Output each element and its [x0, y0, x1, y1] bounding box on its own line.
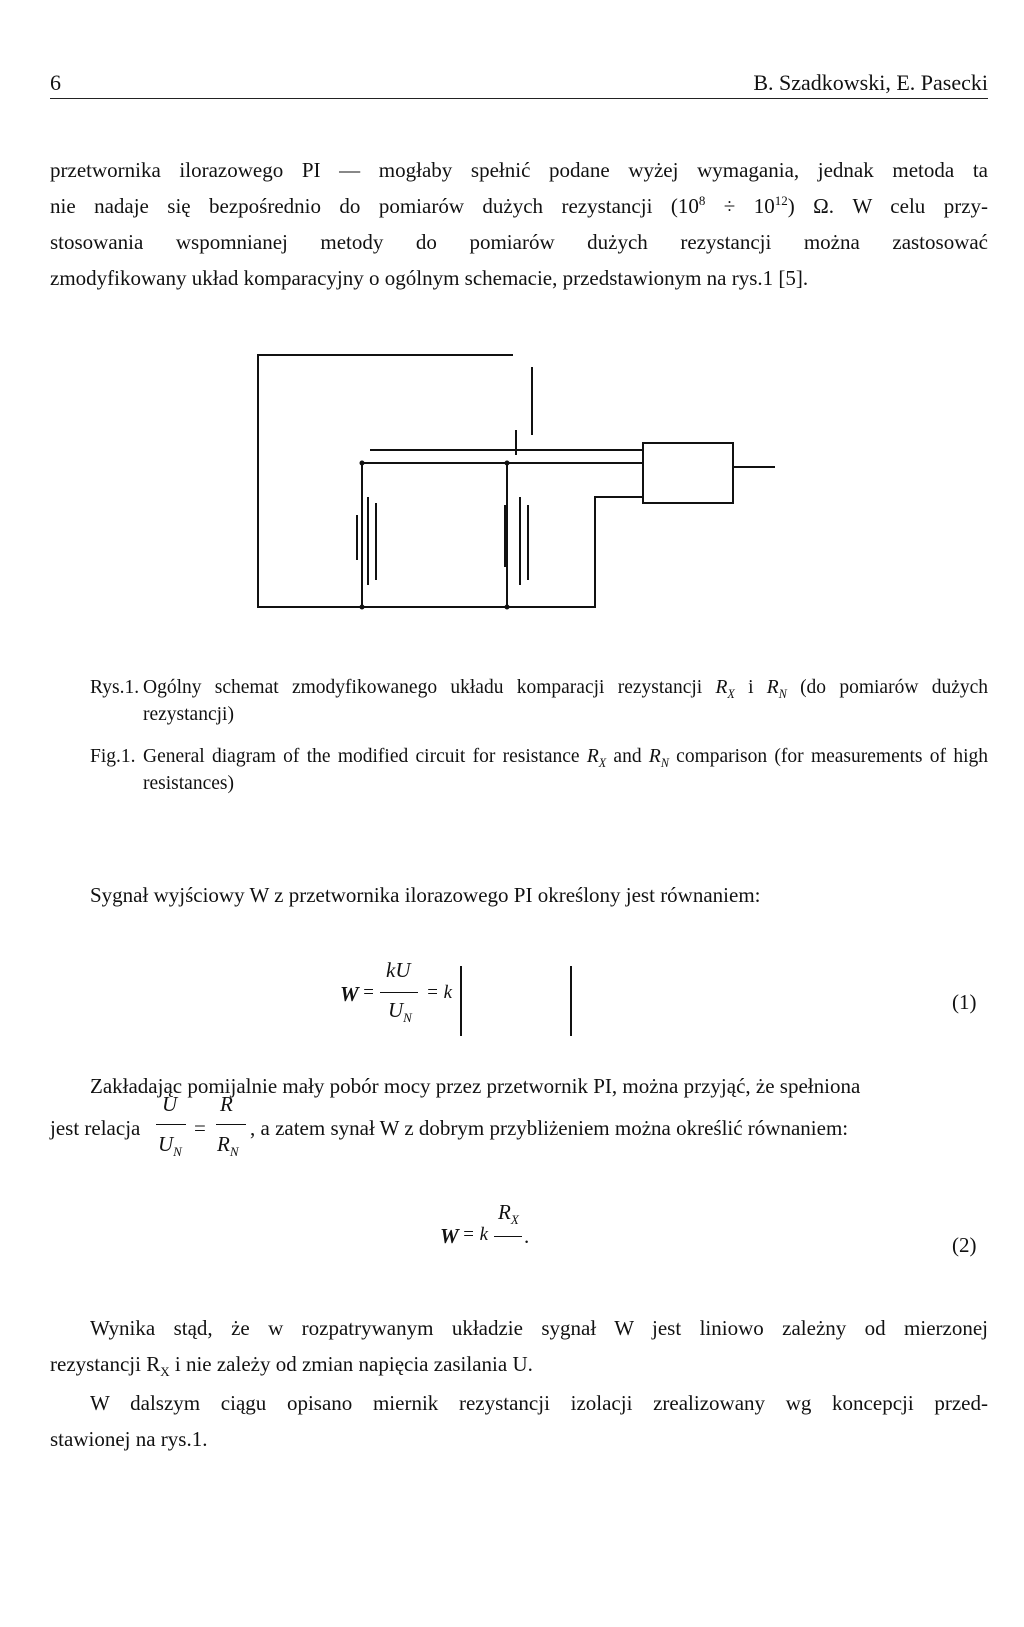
running-header-authors: B. Szadkowski, E. Pasecki — [753, 70, 988, 95]
paragraph-conclusion — [50, 1310, 988, 1382]
paragraph-assumption-line-1: Zakładając pomijalnie mały pobór mocy przez przetwornik PI, można przyjąć, że spełniona — [90, 1074, 861, 1098]
equation-2-number: (2) — [952, 1233, 977, 1257]
caption-pl-label: Rys.1. — [90, 677, 140, 698]
intro-paragraph — [50, 152, 988, 296]
further-line-1: W dalszym ciągu opisano miernik rezystancji izolacji zrealizowany wg koncepcji przed- — [90, 1391, 988, 1415]
intro-line-2: nie nadaje się bezpośrednio do pomiarów dużych rezystancji $(10^8 \div 10^{12})$ Ω. W celu przy- — [50, 193, 989, 218]
intro-line-1: przetwornika ilorazowego PI — mogłaby spełnić podane wyżej wymagania, jednak metoda ta — [50, 158, 988, 182]
caption-en-text: General diagram of the modified circuit for resistance $R_X$ and $R_N$ comparison (for measurements of high resistances) — [143, 746, 988, 794]
circuit-wire-middle — [362, 463, 643, 607]
further-line-2: stawionej na rys.1. — [50, 1427, 208, 1451]
circuit-block-pi — [643, 443, 733, 503]
paragraph-output-signal: Sygnał wyjściowy W z przetwornika ilorazowego PI określony jest równaniem: — [90, 883, 761, 907]
intro-line-4: zmodyfikowany układ komparacyjny o ogólnym schemacie, przedstawionym na rys.1 [5]. — [50, 266, 809, 290]
figure-1-circuit-diagram — [250, 345, 810, 635]
circuit-wire-outer — [258, 355, 643, 607]
equation-1: W = kU $U_N$ = k — [340, 958, 600, 1048]
conclusion-line-1: Wynika stąd, że w rozpatrywanym układzie sygnał W jest liniowo zależny od mierzonej — [90, 1316, 988, 1340]
caption-pl-text: Ogólny schemat zmodyfikowanego układu komparacji rezystancji $R_X$ i $R_N$ (do pomiarów dużych rezystancji) — [143, 677, 989, 725]
paren-right — [570, 966, 572, 1036]
caption-en-label: Fig.1. — [90, 746, 136, 767]
equation-1-number: (1) — [952, 990, 977, 1014]
page-number: 6 — [50, 70, 61, 95]
header-rule — [50, 98, 988, 99]
conclusion-line-2: rezystancji $R_X$ i nie zależy od zmian napięcia zasilania U. — [50, 1352, 533, 1380]
intro-line-3: stosowania wspomnianej metody do pomiarów dużych rezystancji można zastosować — [50, 230, 988, 254]
paragraph-assumption-line-2: jest relacja U $U_N$ = R $R_N$ , a zatem synał W z dobrym przybliżeniem można określić równaniem: — [50, 1092, 849, 1160]
paragraph-further — [50, 1385, 988, 1457]
equation-2: W = k $R_X$ . — [440, 1200, 530, 1248]
paren-left — [460, 966, 462, 1036]
